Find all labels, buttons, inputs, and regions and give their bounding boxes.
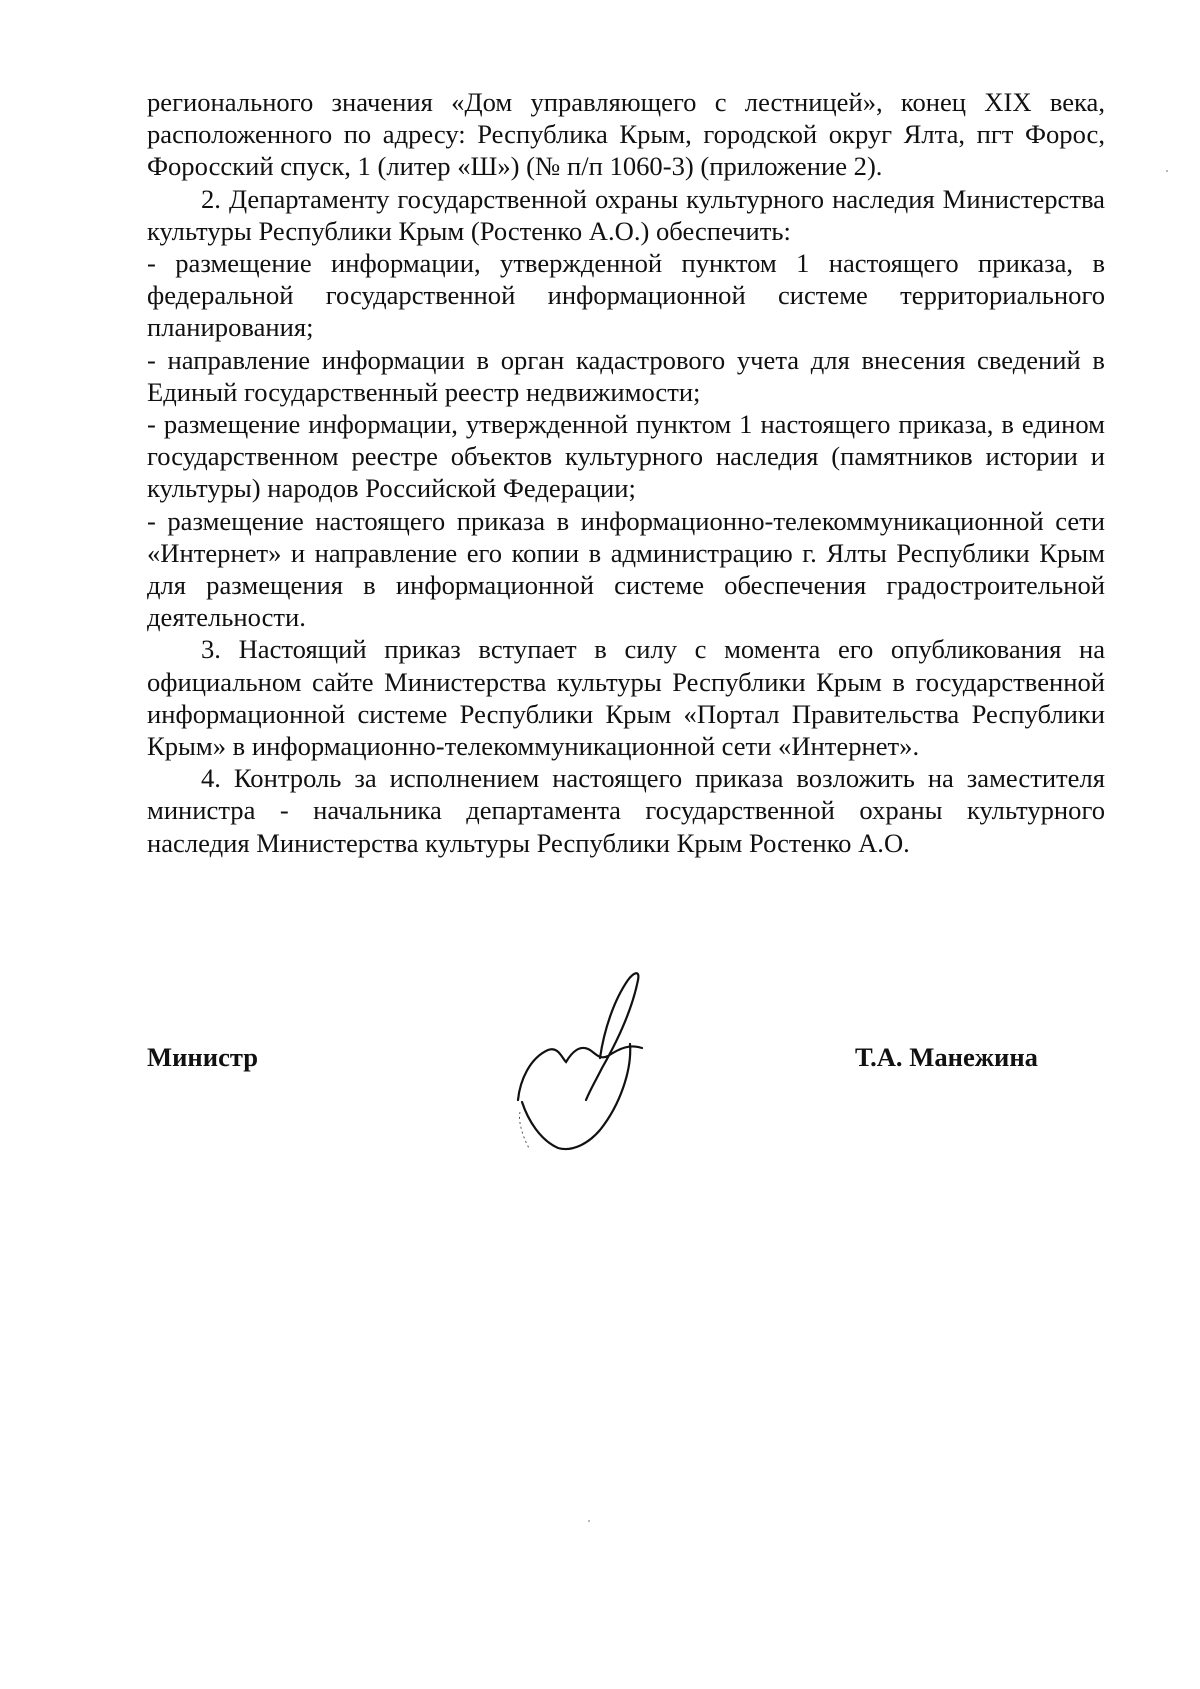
list-item-heritage-registry: - размещение информации, утвержденной пунктом 1 настоящего приказа, в едином государственном реестре объектов культурного наследия (памятников истории и культуры) народов Российской Федерации;	[147, 409, 1105, 504]
list-item-cadastral-registry: - направление информации в орган кадастрового учета для внесения сведений в Единый государственный реестр недвижимости;	[147, 344, 1105, 407]
signer-name: Т.А. Манежина	[855, 1042, 1038, 1072]
list-item-territorial-planning: - размещение информации, утвержденной пунктом 1 настоящего приказа, в федеральной государственной информационной системе территориального планирования;	[147, 248, 1105, 343]
signer-position: Министр	[147, 1042, 259, 1072]
document-body	[147, 86, 1105, 859]
paragraph-item-3: 3. Настоящий приказ вступает в силу с момента его опубликования на официальном сайте Министерства культуры Республики Крым в государственной информационной системе Республики Крым «Портал Правительства Республики Крым» в информационно-телекоммуникационной сети «Интернет».	[147, 634, 1105, 762]
paragraph-item-4: 4. Контроль за исполнением настоящего приказа возложить на заместителя министра - начальника департамента государственной охраны культурного наследия Министерства культуры Республики Крым Ростенко А.О.	[147, 763, 1105, 858]
list-item-internet-publication: - размещение настоящего приказа в информационно-телекоммуникационной сети «Интернет» и направление его копии в администрацию г. Ялты Республики Крым для размещения в информационной системе обеспечения градостроительной деятельности.	[147, 505, 1105, 633]
scan-speck	[588, 1520, 590, 1522]
scan-speck	[1166, 170, 1168, 172]
paragraph-object-address: регионального значения «Дом управляющего с лестницей», конец XIX века, расположенного по адресу: Республика Крым, городской округ Ялта, пгт Форос, Форосский спуск, 1 (литер «Ш») (№ п/п 1060-3) (приложение 2).	[147, 87, 1105, 182]
paragraph-item-2: 2. Департаменту государственной охраны культурного наследия Министерства культуры Республики Крым (Ростенко А.О.) обеспечить:	[147, 183, 1105, 246]
handwritten-signature	[500, 940, 690, 1190]
